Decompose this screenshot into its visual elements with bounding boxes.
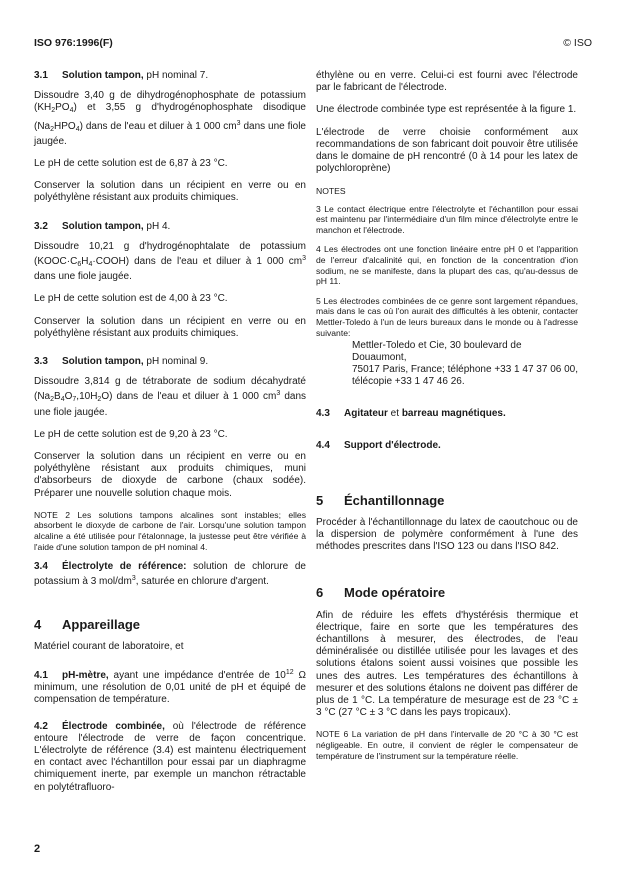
note-6: NOTE 6 La variation de pH dans l'intervalle de 20 °C à 30 °C est négligeable. En outre, il convient de régler le compensateur de température de l'instrument sur la température réelle. (316, 729, 578, 761)
section-4-intro: Matériel courant de laboratoire, et (34, 640, 184, 652)
section-3-2-heading: 3.2 Solution tampon, pH 4. (34, 220, 171, 232)
section-4-2: 4.2 Électrode combinée, où l'électrode de référence entoure l'électrode de verre de façon concentrique. L'électrolyte de référence (3.4) est maintenu électriquement en contact avec l'échantillon pour essai par un diaphragme chimiquement inerte, par exemple un manchon rétractable en polytétrafluoro- (34, 720, 306, 793)
section-5-heading: 5 Échantillonnage (316, 492, 445, 508)
section-3-3-storage: Conserver la solution dans un récipient en verre ou en polyéthylène résistant aux produits chimiques, muni d'absorbeurs de dioxyde de carbone (chaux sodée). Préparer une nouvelle solution chaque mois. (34, 451, 306, 499)
note-2: NOTE 2 Les solutions tampons alcalines sont instables; elles absorbent le dioxyde de carbone de l'air. Lorsqu'une solution tampon alcaline a été utilisée pour l'étalonnage, la justesse peut être vérifiée à l'aide d'une solution tampon de pH nominal 4. (34, 509, 306, 552)
section-6-heading: 6 Mode opératoire (316, 585, 446, 601)
section-3-2-ph: Le pH de cette solution est de 4,00 à 23 °C. (34, 293, 228, 305)
section-5-body: Procéder à l'échantillonnage du latex de caoutchouc ou de la dispersion de polymère conformément à l'une des méthodes prescrites dans l'ISO 123 ou dans l'ISO 842. (316, 516, 578, 553)
section-3-1-ph: Le pH de cette solution est de 6,87 à 23 °C. (34, 158, 228, 170)
page-number: 2 (34, 843, 41, 855)
section-4-3: 4.3 Agitateur et barreau magnétiques. (316, 408, 506, 420)
section-3-2-storage: Conserver la solution dans un récipient en verre ou en polyéthylène résistant aux produits chimiques. (34, 315, 306, 339)
supplier-address (316, 340, 578, 388)
glass-electrode: L'électrode de verre choisie conformément aux recommandations de son fabricant doit pouvoir être utilisée dans le domaine de pH rencontré (0 à 14 pour les latex de polychloroprène) (316, 126, 578, 175)
typical-electrode: Une électrode combinée type est représentée à la figure 1. (316, 104, 577, 116)
address-line: Mettler-Toledo et Cie, 30 boulevard de Douaumont, (352, 340, 522, 364)
left-column (34, 70, 306, 804)
section-3-1-storage: Conserver la solution dans un récipient en verre ou en polyéthylène résistant aux produits chimiques. (34, 180, 306, 204)
section-3-4: 3.4 Électrolyte de référence: solution de chlorure de potassium à 3 mol/$dm^3$, saturée en chlorure d'argent. (34, 561, 306, 588)
address-line: télécopie +33 1 47 46 26. (352, 376, 465, 388)
address-line: 75017 Paris, France; téléphone +33 1 47 37 06 00, (352, 364, 579, 376)
copyright: © ISO (563, 37, 592, 49)
section-4-2-continued: éthylène ou en verre. Celui-ci est fourni avec l'électrode par le fabricant de l'électrode. (316, 70, 578, 94)
note-5: 5 Les électrodes combinées de ce genre sont largement répandues, mais dans le cas où l'on aurait des difficultés à les obtenir, contacter Mettler-Toledo à l'un de leurs bureaux dans le monde ou à l'adresse suivante: (316, 295, 578, 338)
section-4-4: 4.4 Support d'électrode. (316, 440, 441, 452)
note-4: 4 Les électrodes ont une fonction linéaire entre pH 0 et l'apparition de l'erreur d'alcalinité qui, en fonction de la concentration d'ion sodium, ne se manifeste, dans la plupart des cas, qu'au-dessus de pH 11. (316, 244, 578, 287)
note-3: 3 Le contact électrique entre l'électrolyte et l'échantillon pour essai est maintenu par l'intermédiaire d'un film mince d'électrolyte entre le manchon et l'électrode. (316, 203, 578, 235)
section-3-1-para: Dissoudre 3,40 g de dihydrogénophosphate de potassium $(KH_2PO_4)$ et 3,55 g d'hydrogénophosphate disodique $(Na_2HPO_4)$ dans de l'eau et diluer à 1 000 $cm^3$ dans une fiole jaugée. (34, 90, 306, 147)
section-3-3-para: Dissoudre 3,814 g de tétraborate de sodium décahydraté $(Na_2B_4O_7,10H_2O)$ dans de l'eau et diluer à 1 000 $cm^3$ dans une fiole jaugée. (34, 376, 307, 418)
section-3-2-para: Dissoudre 10,21 g d'hydrogénophtalate de potassium $(KOOC\cdot C_6H_4\cdot COOH)$ dans de l'eau et diluer à 1 000 $cm^3$ dans une fiole jaugée. (34, 240, 306, 283)
section-3-1-heading: 3.1 Solution tampon, pH nominal 7. (34, 70, 209, 81)
notes-title: NOTES (316, 186, 346, 197)
section-3-3-ph: Le pH de cette solution est de 9,20 à 23 °C. (34, 428, 228, 440)
document-id: ISO 976:1996(F) (34, 37, 113, 49)
section-4-1: 4.1 pH-mètre, ayant une impédance d'entrée de $10^{12}$ Ω minimum, une résolution de 0,01 unité de pH et équipé de compensation de température. (34, 669, 306, 706)
section-4-heading: 4 Appareillage (34, 616, 141, 632)
section-3-3-heading: 3.3 Solution tampon, pH nominal 9. (34, 356, 209, 368)
right-column (316, 70, 578, 770)
section-6-body: Afin de réduire les effets d'hystérésis thermique et électrique, faire en sorte que les températures des échantillons à mesurer, des électrodes, de l'eau déminéralisée ou distillée utilisée pour les lavages et des solutions étalons soient aussi voisines que possible les unes des autres. Les températures des échantillons à mesurer et des solutions étalons ne doivent pas différer de plus de 1 °C. La température de mesurage est de 23 °C ± 3 °C (27 °C ± 3 °C dans les pays tropicaux). (316, 609, 578, 719)
